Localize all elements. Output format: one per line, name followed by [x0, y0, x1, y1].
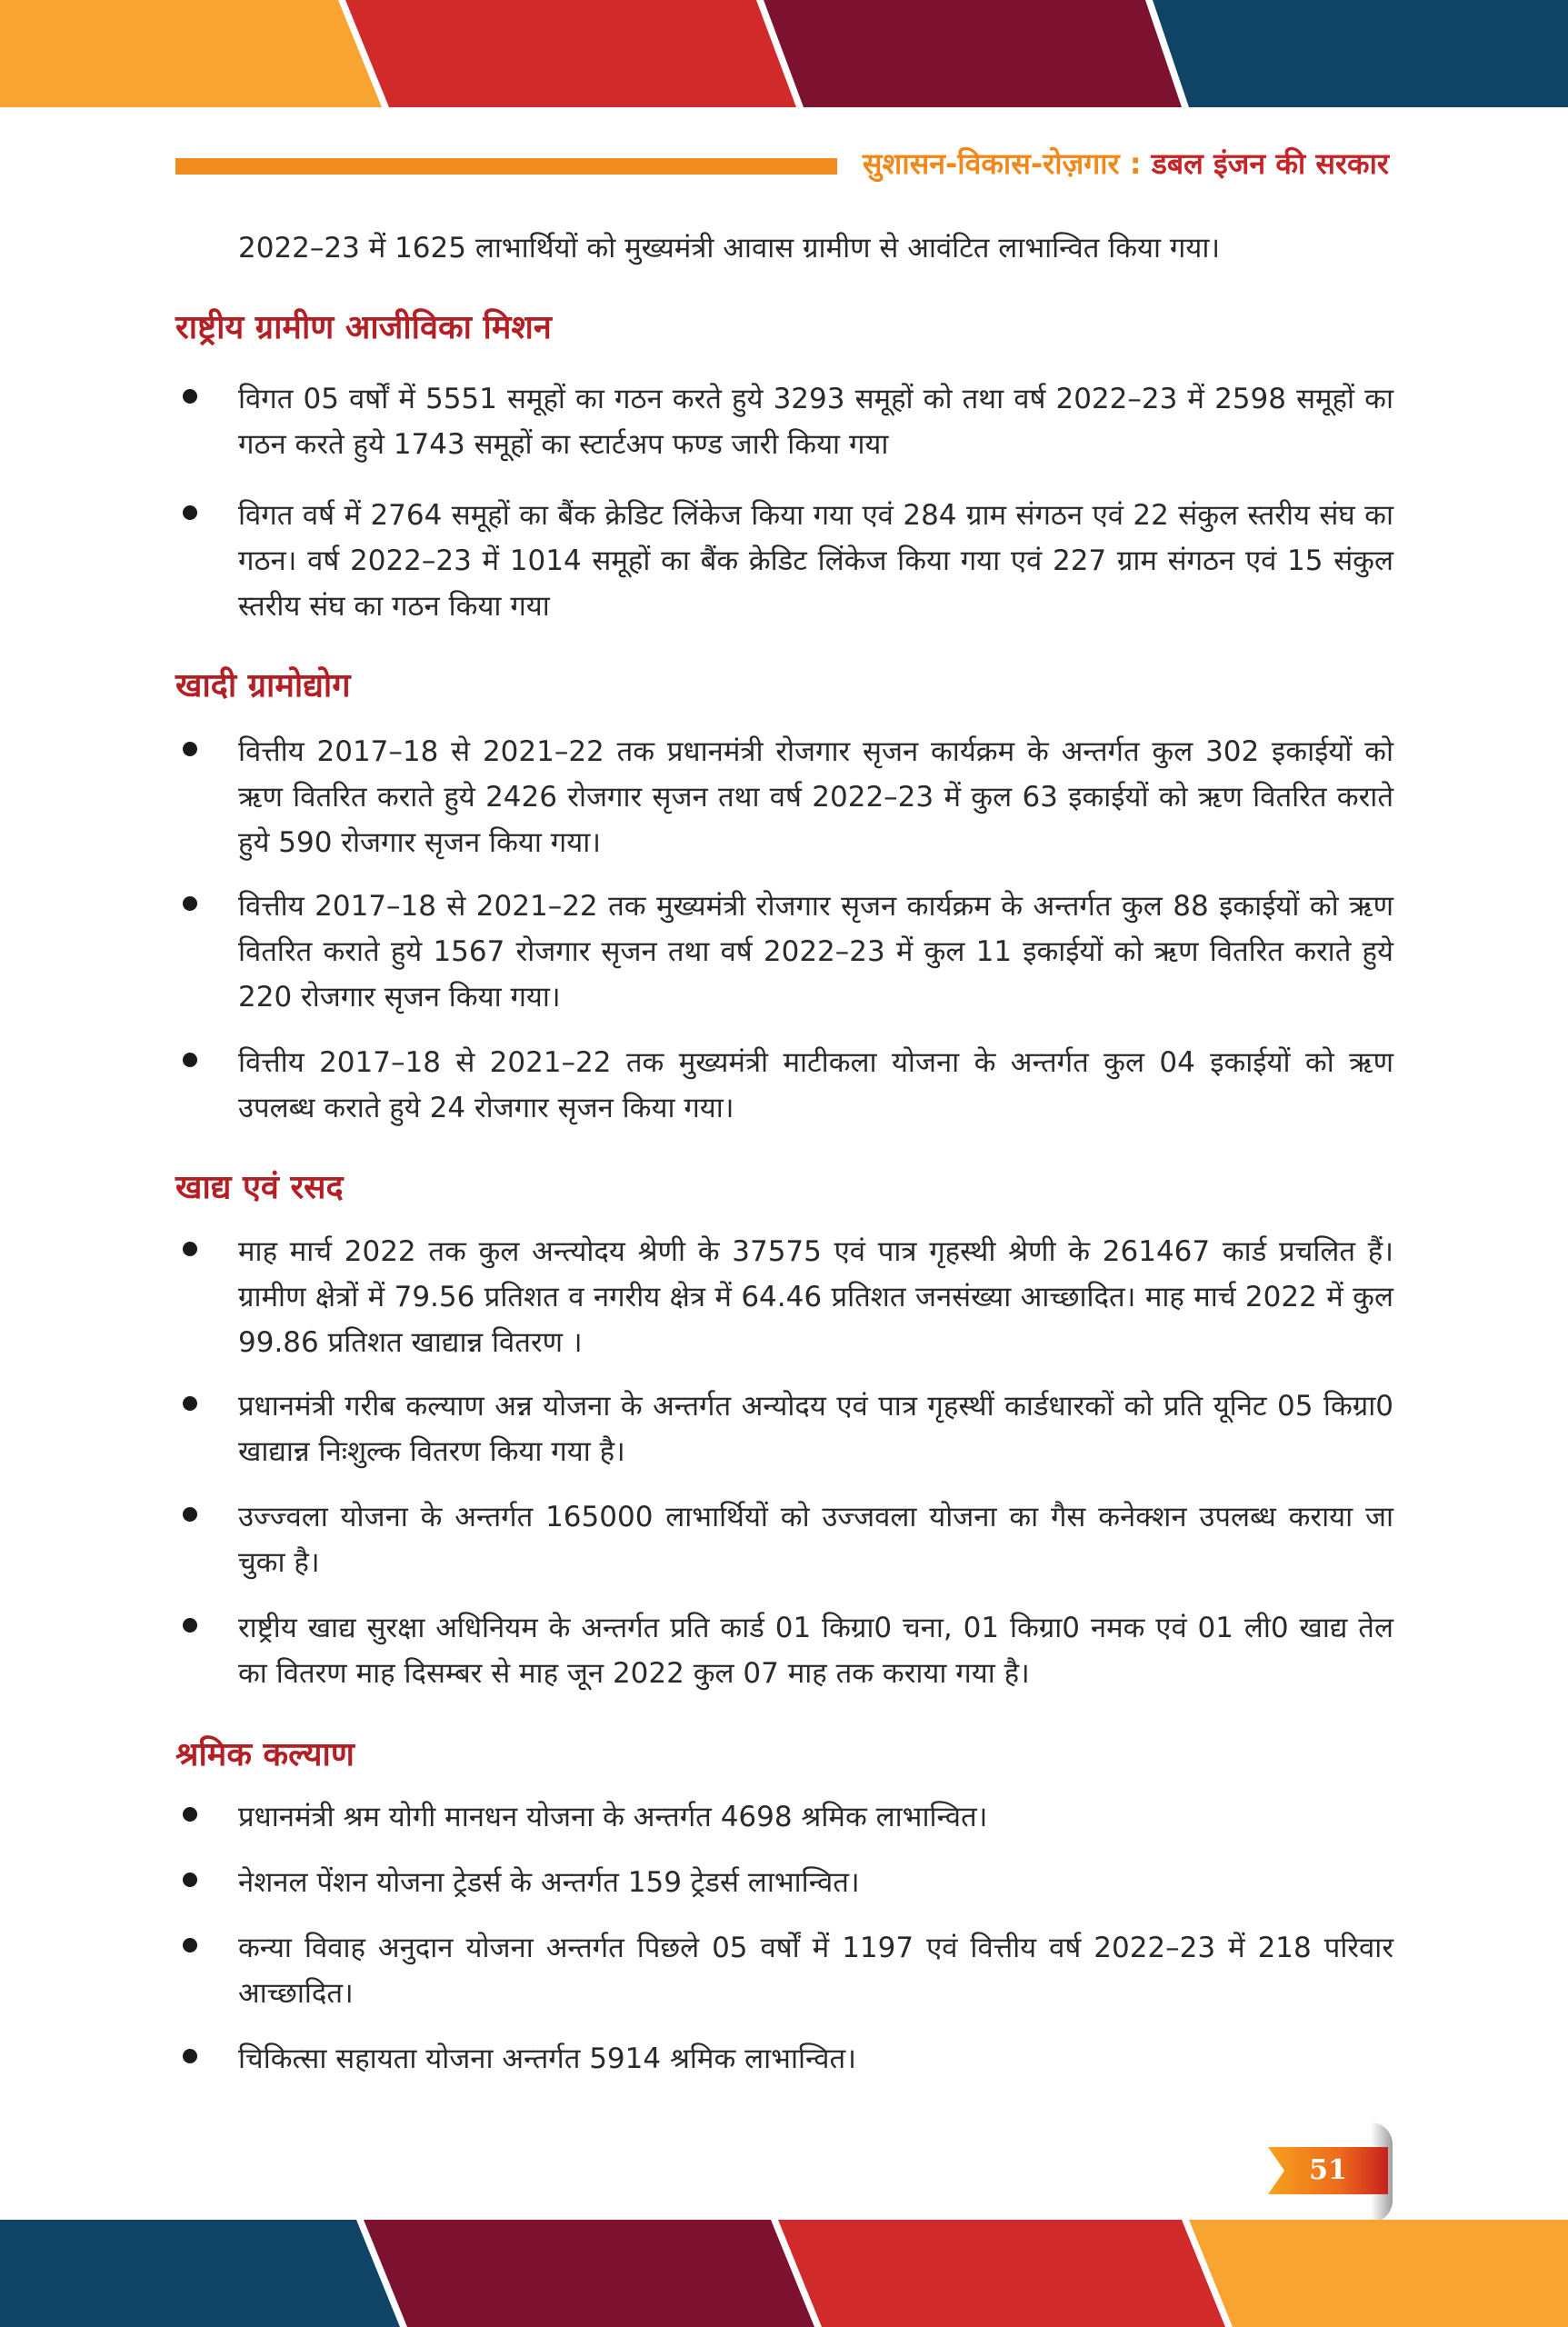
list-item [175, 884, 1393, 1020]
section-heading-food-supply: खाद्य एवं रसद [175, 1169, 344, 1206]
bottom-decorative-band [0, 2220, 1568, 2327]
section-heading-khadi: खादी ग्रामोद्योग [175, 667, 351, 704]
bullet-icon [183, 1507, 197, 1522]
bullet-icon [183, 505, 197, 520]
list-item-text: राष्ट्रीय खाद्य सुरक्षा अधिनियम के अन्तर्गत प्रति कार्ड 01 किग्रा0 चना, 01 किग्रा0 नमक एवं 01 ली0 खाद्य तेल का वितरण माह दिसम्बर से माह जून 2022 कुल 07 माह तक कराया गया है। [238, 1612, 1393, 1690]
bullet-icon [183, 1807, 197, 1822]
list-item [175, 1794, 1393, 1840]
list-item-text: चिकित्सा सहायता योजना अन्तर्गत 5914 श्रमिक लाभान्वित। [238, 2042, 856, 2075]
list-item-text: विगत वर्ष में 2764 समूहों का बैंक क्रेडिट लिंकेज किया गया एवं 284 ग्राम संगठन एवं 22 संकुल स्तरीय संघ का गठन। वर्ष 2022–23 में 1014 समूहों का बैंक क्रेडिट लिंकेज किया गया एवं 227 ग्राम संगठन एवं 15 संकुल स्तरीय संघ का गठन किया गया [238, 499, 1393, 623]
bullet-icon [183, 1873, 197, 1887]
page-number-badge [1268, 2147, 1388, 2194]
list-item-text: कन्या विवाह अनुदान योजना अन्तर्गत पिछले 05 वर्षों में 1197 एवं वित्तीय वर्ष 2022–23 में 218 परिवार आच्छादित। [238, 1932, 1393, 2010]
bullet-icon [183, 1242, 197, 1256]
list-item [175, 1229, 1393, 1365]
page-number: 51 [1309, 2154, 1347, 2186]
bullet-icon [183, 1396, 197, 1411]
bullet-icon [183, 896, 197, 911]
section-heading-labour-welfare: श्रमिक कल्याण [175, 1736, 355, 1773]
list-item [175, 1860, 1393, 1905]
list-item-text: माह मार्च 2022 तक कुल अन्त्योदय श्रेणी के 37575 एवं पात्र गृहस्थी श्रेणी के 261467 कार्ड प्रचलित हैं। ग्रामीण क्षेत्रों में 79.56 प्रतिशत व नगरीय क्षेत्र में 64.46 प्रतिशत जनसंख्या आच्छादित। माह मार्च 2022 में कुल 99.86 प्रतिशत खाद्यान्न वितरण । [238, 1235, 1393, 1359]
list-item [175, 1383, 1393, 1474]
list-item [175, 376, 1393, 467]
list-item-text: उज्ज्वला योजना के अन्तर्गत 165000 लाभार्थियों को उज्जवला योजना का गैस कनेक्शन उपलब्ध कराया जा चुका है। [238, 1501, 1393, 1579]
bullet-icon [183, 2049, 197, 2063]
list-item [175, 1925, 1393, 2016]
list-item-text: नेशनल पेंशन योजना ट्रेडर्स के अन्तर्गत 159 ट्रेडर्स लाभान्वित। [238, 1866, 860, 1899]
list-item-text: प्रधानमंत्री श्रम योगी मानधन योजना के अन्तर्गत 4698 श्रमिक लाभान्वित। [238, 1801, 988, 1833]
bullet-icon [183, 1618, 197, 1633]
list-item-text: वित्तीय 2017–18 से 2021–22 तक प्रधानमंत्री रोजगार सृजन कार्यक्रम के अन्तर्गत कुल 302 इकाईयों को ऋण वितरित कराते हुये 2426 रोजगार सृजन तथा वर्ष 2022–23 में कुल 63 इकाईयों को ऋण वितरित कराते हुये 590 रोजगार सृजन किया गया। [238, 735, 1393, 859]
intro-paragraph: 2022–23 में 1625 लाभार्थियों को मुख्यमंत्री आवास ग्रामीण से आवंटित लाभान्वित किया गया। [238, 232, 1221, 265]
list-item-text: वित्तीय 2017–18 से 2021–22 तक मुख्यमंत्री रोजगार सृजन कार्यक्रम के अन्तर्गत कुल 88 इकाईयों को ऋण वितरित कराते हुये 1567 रोजगार सृजन तथा वर्ष 2022–23 में कुल 11 इकाईयों को ऋण वितरित कराते हुये 220 रोजगार सृजन किया गया। [238, 890, 1393, 1014]
bullet-icon [183, 742, 197, 756]
bullet-icon [183, 1938, 197, 1952]
list-item-text: वित्तीय 2017–18 से 2021–22 तक मुख्यमंत्री माटीकला योजना के अन्तर्गत कुल 04 इकाईयों को ऋण उपलब्ध कराते हुये 24 रोजगार सृजन किया गया। [238, 1046, 1393, 1124]
list-item [175, 2036, 1393, 2082]
list-item-text: विगत 05 वर्षों में 5551 समूहों का गठन करते हुये 3293 समूहों को तथा वर्ष 2022–23 में 2598 समूहों का गठन करते हुये 1743 समूहों का स्टार्टअप फण्ड जारी किया गया [238, 383, 1393, 461]
section-heading-nrlm: राष्ट्रीय ग्रामीण आजीविका मिशन [175, 309, 552, 346]
list-item [175, 1605, 1393, 1696]
bullet-icon [183, 389, 197, 404]
list-item [175, 1040, 1393, 1131]
list-item [175, 729, 1393, 865]
bullet-icon [183, 1053, 197, 1067]
list-item [175, 1494, 1393, 1585]
list-item [175, 493, 1393, 629]
list-item-text: प्रधानमंत्री गरीब कल्याण अन्न योजना के अन्तर्गत अन्योदय एवं पात्र गृहस्थीं कार्डधारकों को प्रति यूनिट 05 किग्रा0 खाद्यान्न निःशुल्क वितरण किया गया है। [238, 1390, 1393, 1468]
header-title-part1: सुशासन-विकास-रोज़गार : [862, 146, 1142, 181]
header-title-part2: डबल इंजन की सरकार [1151, 146, 1389, 181]
